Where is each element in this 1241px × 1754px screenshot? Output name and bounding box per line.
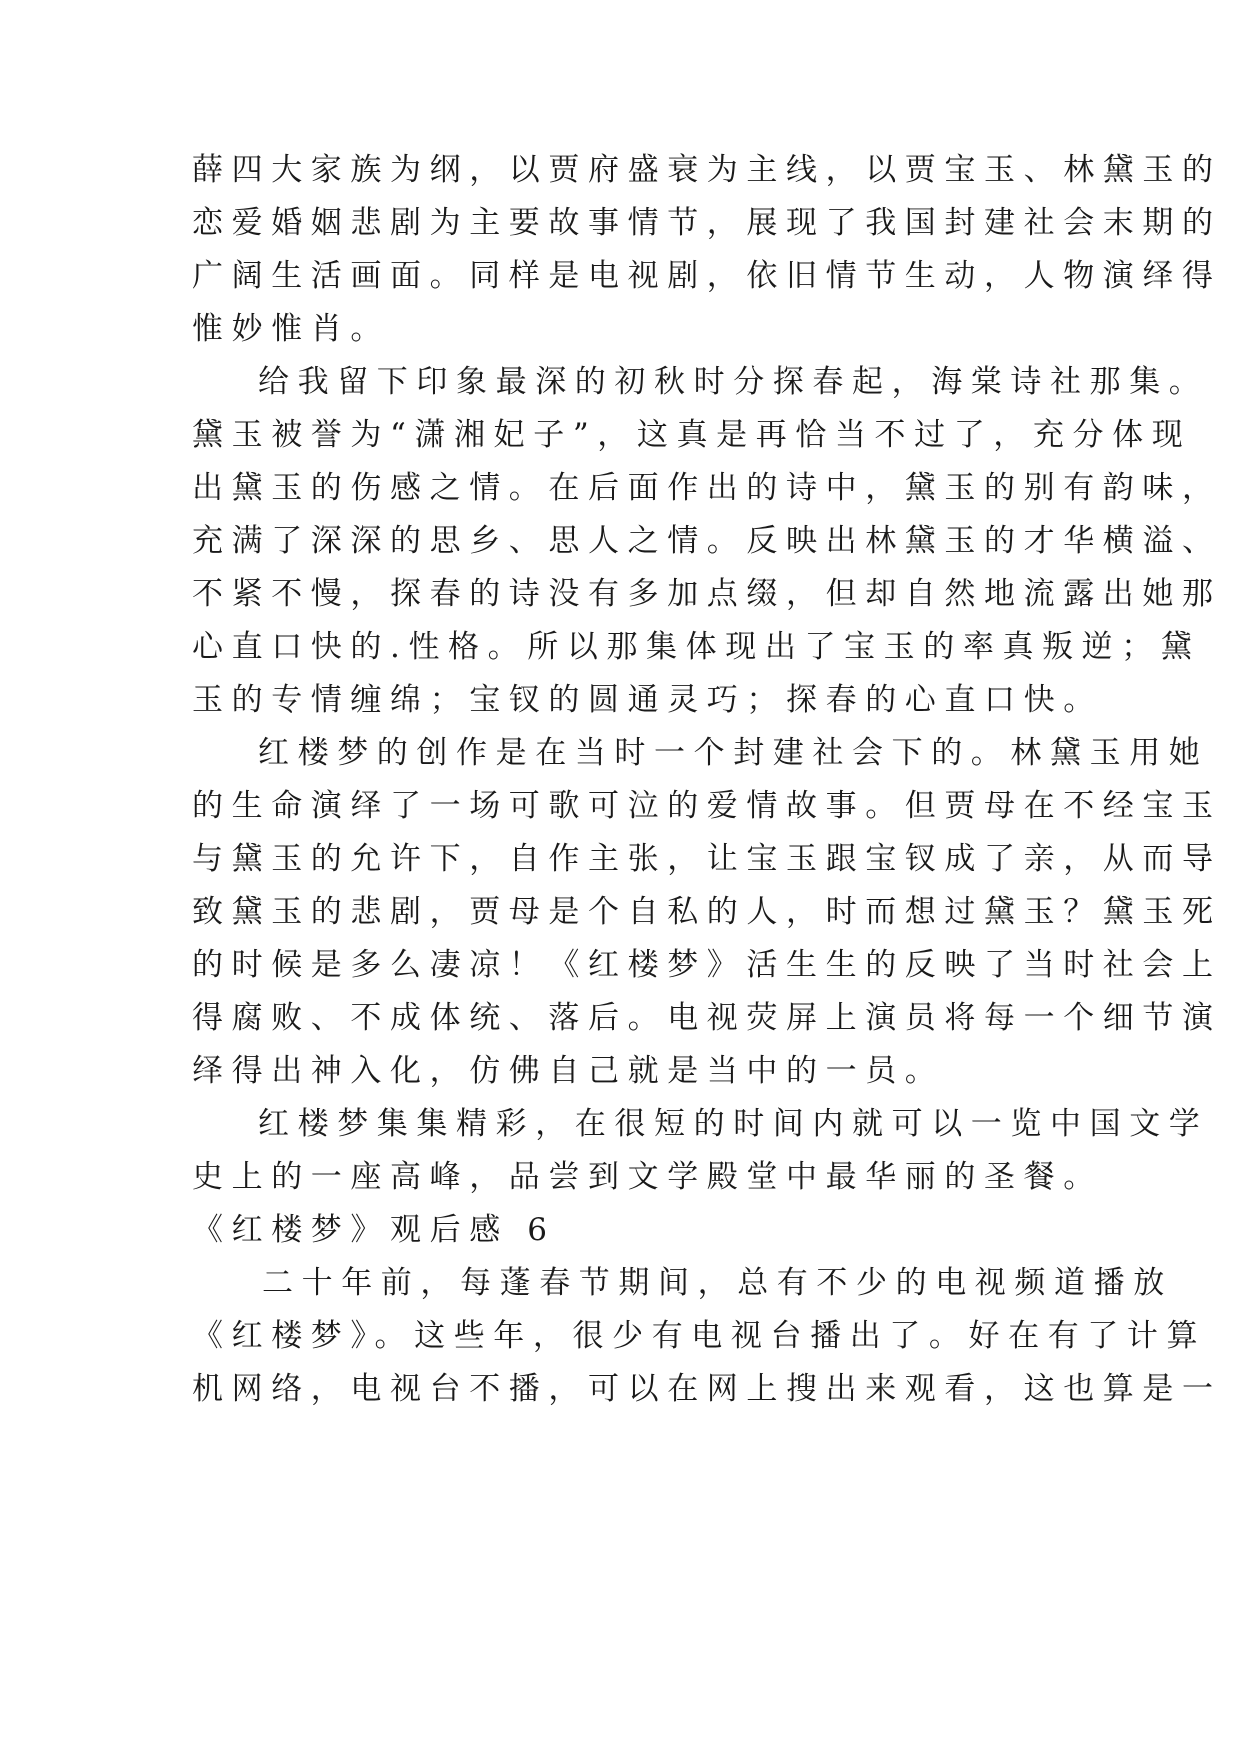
text-line: 出黛玉的伤感之情。在后面作出的诗中，黛玉的别有韵味，: [192, 470, 1222, 506]
text-line: 广阔生活画面。同样是电视剧，依旧情节生动，人物演绎得: [192, 258, 1222, 294]
text-line: 恋爱婚姻悲剧为主要故事情节，展现了我国封建社会末期的: [192, 205, 1222, 241]
text-line: 玉的专情缠绵；宝钗的圆通灵巧；探春的心直口快。: [192, 682, 1103, 718]
text-line: 机网络，电视台不播，可以在网上搜出来观看，这也算是一: [192, 1371, 1222, 1407]
text-line: 充满了深深的思乡、思人之情。反映出林黛玉的才华横溢、: [192, 523, 1222, 559]
paragraph-first-line: 二十年前，每蓬春节期间，总有不少的电视频道播放: [262, 1265, 1173, 1301]
text-line: 《红楼梦》。这些年，很少有电视台播出了。好在有了计算: [192, 1318, 1207, 1354]
text-line: 史上的一座高峰，品尝到文学殿堂中最华丽的圣餐。: [192, 1159, 1103, 1195]
paragraph-first-line: 红楼梦的创作是在当时一个封建社会下的。林黛玉用她: [258, 735, 1209, 771]
text-line: 的生命演绎了一场可歌可泣的爱情故事。但贾母在不经宝玉: [192, 788, 1222, 824]
text-line: 的时候是多么凄凉！《红楼梦》活生生的反映了当时社会上: [192, 947, 1222, 983]
text-line: 薛四大家族为纲，以贾府盛衰为主线，以贾宝玉、林黛玉的: [192, 152, 1222, 188]
text-line: 与黛玉的允许下，自作主张，让宝玉跟宝钗成了亲，从而导: [192, 841, 1222, 877]
text-line: 惟妙惟肖。: [192, 311, 390, 347]
paragraph-first-line: 给我留下印象最深的初秋时分探春起，海棠诗社那集。: [258, 364, 1209, 400]
text-line: 不紧不慢，探春的诗没有多加点缀，但却自然地流露出她那: [192, 576, 1222, 612]
text-line: 得腐败、不成体统、落后。电视荧屏上演员将每一个细节演: [192, 1000, 1222, 1036]
section-heading: 《红楼梦》观后感 6: [192, 1212, 556, 1248]
paragraph-first-line: 红楼梦集集精彩，在很短的时间内就可以一览中国文学: [258, 1106, 1209, 1142]
text-line: 心直口快的.性格。所以那集体现出了宝玉的率真叛逆；黛: [192, 629, 1201, 665]
text-line: 致黛玉的悲剧，贾母是个自私的人，时而想过黛玉？黛玉死: [192, 894, 1222, 930]
text-line: 绎得出神入化，仿佛自己就是当中的一员。: [192, 1053, 945, 1089]
text-line: 黛玉被誉为“潇湘妃子”，这真是再恰当不过了，充分体现: [192, 417, 1192, 453]
